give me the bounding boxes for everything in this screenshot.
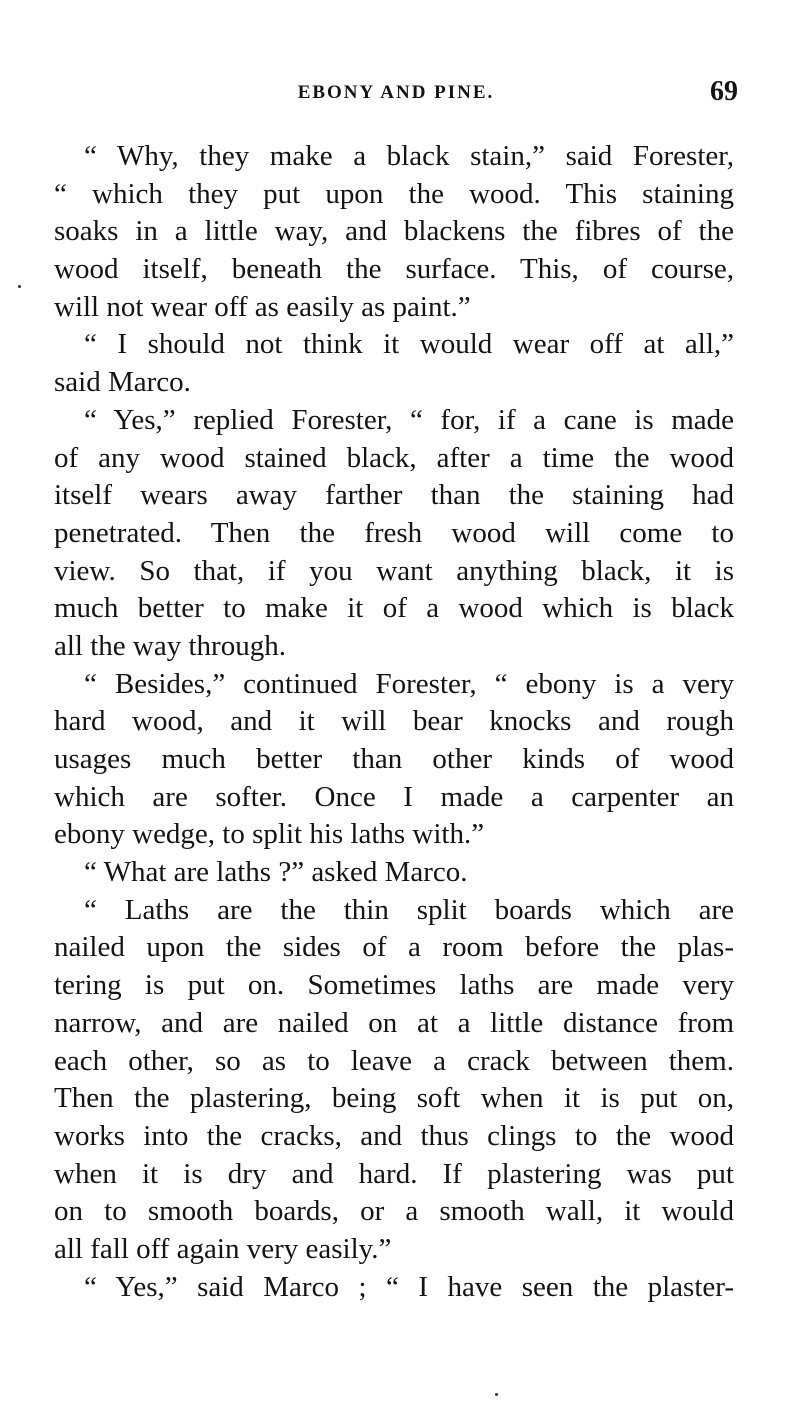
text-line: of any wood stained black, after a time the wood [54, 441, 734, 474]
text-line: itself wears away farther than the staining had [54, 479, 734, 512]
text-line: “ Why, they make a black stain,” said Forester, [84, 140, 734, 172]
text-line: usages much better than other kinds of wood [54, 743, 734, 775]
text-line: view. So that, if you want anything black, it is [54, 554, 734, 587]
print-speck [18, 285, 21, 288]
text-line: Then the plastering, being soft when it is put on, [54, 1082, 734, 1115]
text-line: all the way through. [54, 629, 286, 662]
text-line: when it is dry and hard. If plastering was put [54, 1157, 734, 1190]
text-line: penetrated. Then the fresh wood will come to [54, 516, 734, 549]
text-line: “ What are laths ?” asked Marco. [84, 856, 468, 889]
text-line: “ I should not think it would wear off at all,” [84, 328, 734, 361]
text-line: “ Laths are the thin split boards which are [84, 893, 734, 926]
text-line: on to smooth boards, or a smooth wall, it would [54, 1195, 734, 1228]
text-line: “ which they put upon the wood. This staining [54, 177, 734, 210]
body-text [54, 138, 734, 1306]
text-line: which are softer. Once I made a carpenter an [54, 780, 734, 813]
text-line: works into the cracks, and thus clings to the wood [54, 1119, 734, 1152]
text-line: “ Besides,” continued Forester, “ ebony is a very [84, 667, 734, 700]
text-line: will not wear off as easily as paint.” [54, 290, 471, 323]
text-line: narrow, and are nailed on at a little distance from [54, 1006, 734, 1039]
text-line: hard wood, and it will bear knocks and rough [54, 705, 734, 738]
text-line: wood itself, beneath the surface. This, of course, [54, 253, 734, 286]
text-line: soaks in a little way, and blackens the fibres of the [54, 215, 734, 248]
text-line: “ Yes,” replied Forester, “ for, if a cane is made [84, 403, 734, 436]
text-line: said Marco. [54, 366, 191, 399]
text-line: “ Yes,” said Marco ; “ I have seen the plaster- [84, 1270, 734, 1303]
running-title: EBONY AND PINE. [297, 82, 495, 103]
text-line: much better to make it of a wood which is black [54, 592, 734, 625]
text-line: ebony wedge, to split his laths with.” [54, 818, 485, 851]
text-line: each other, so as to leave a crack between them. [54, 1044, 734, 1077]
text-line: all fall off again very easily.” [54, 1232, 392, 1265]
page-number: 69 [710, 76, 738, 107]
print-speck [495, 1393, 498, 1396]
text-line: tering is put on. Sometimes laths are made very [54, 969, 734, 1002]
text-line: nailed upon the sides of a room before the plas- [54, 931, 734, 964]
running-head [54, 78, 738, 114]
